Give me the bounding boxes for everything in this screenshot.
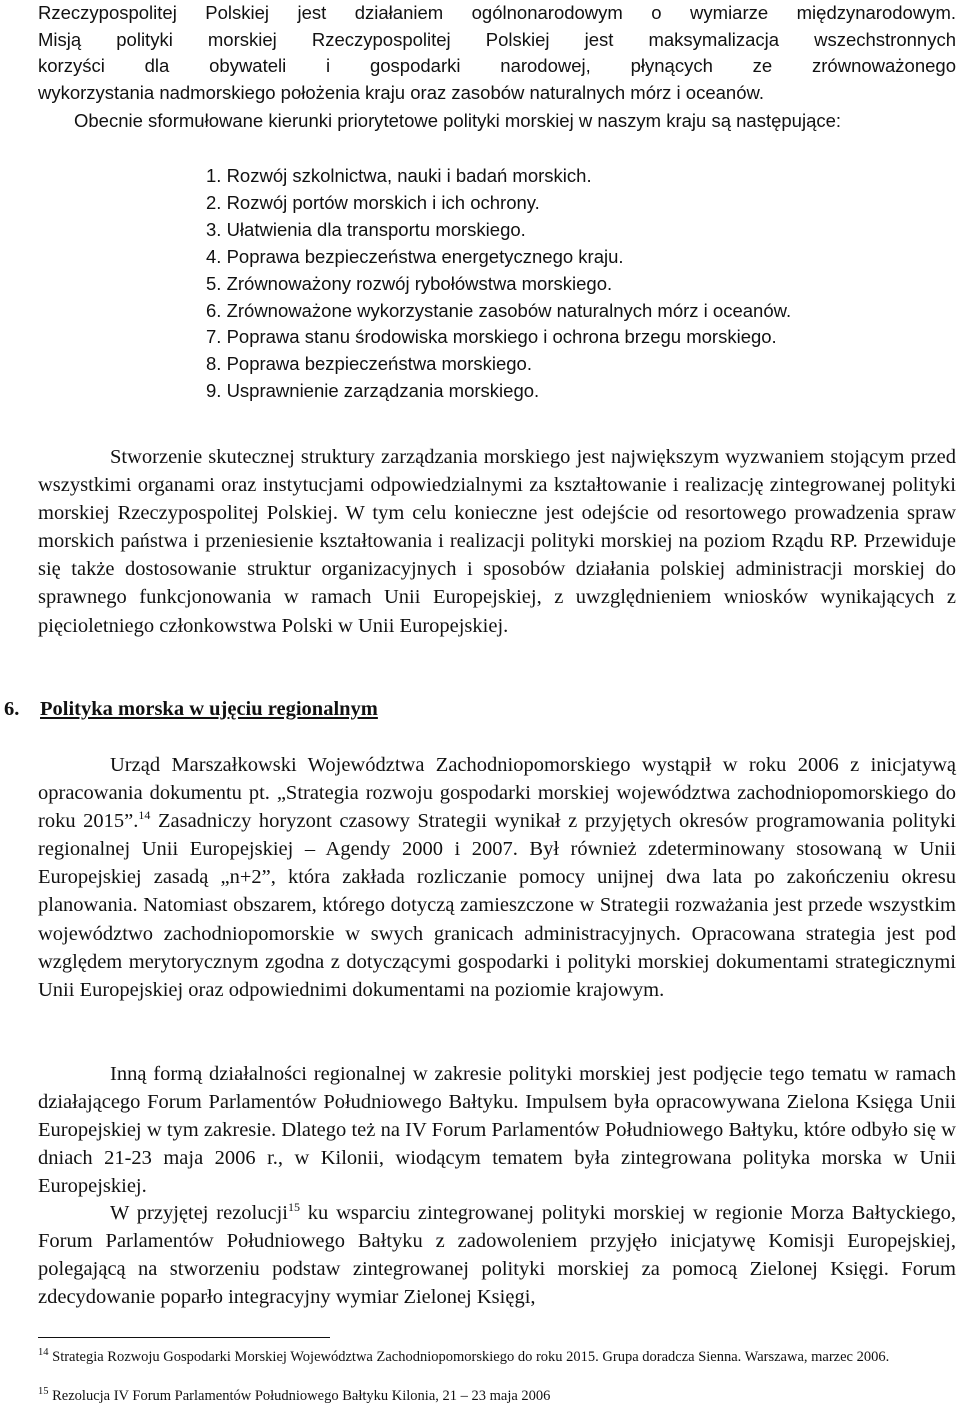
- resolution-text-2: ku wsparciu zintegrowanej polityki morskiej w regionie Morza Bałtyckiego, Forum Parlamentów Południowego Bałtyku z zadowoleniem przyjęło inicjatywę Komisji Europejskiej, polegającą na stworzeniu podstaw zintegrowanej polityki morskiej za pomocą Zielonej Księgi. Forum zdecydowanie poparło integracyjny wymiar Zielonej Księgi,: [38, 1202, 956, 1309]
- priority-item: 9. Usprawnienie zarządzania morskiego.: [206, 380, 540, 402]
- footnote-number: 15: [38, 1386, 49, 1398]
- priority-item: 4. Poprawa bezpieczeństwa energetycznego kraju.: [206, 245, 624, 267]
- priorities-list: [38, 163, 956, 405]
- section-number: 6.: [4, 698, 20, 720]
- priority-item: 8. Poprawa bezpieczeństwa morskiego.: [206, 353, 532, 375]
- priority-item: 1. Rozwój szkolnictwa, nauki i badań morskich.: [206, 165, 592, 186]
- intro-line-1: Rzeczypospolitej Polskiej jest działaniem ogólnonarodowym o wymiarze międzynarodowym.: [38, 2, 956, 23]
- regional-paragraph: [38, 751, 956, 1004]
- priority-item: 6. Zrównoważone wykorzystanie zasobów naturalnych mórz i oceanów.: [206, 299, 792, 321]
- footnote-14: [38, 1348, 956, 1366]
- footnote-15: [38, 1387, 956, 1405]
- forum-paragraph: Inną formą działalności regionalnej w zakresie polityki morskiej jest podjęcie tego tematu w ramach działającego Forum Parlamentów Południowego Bałtyku. Impulsem była opracowywana Zielona Księga Unii Europejskiej w tym zakresie. Dlatego też na IV Forum Parlamentów Południowego Bałtyku, które odbyło się w dniach 21-23 maja 2006 r., w Kilonii, wiodącym tematem była zintegrowana polityka morska w Unii Europejskiej.: [38, 1063, 956, 1198]
- priority-item: 3. Ułatwienia dla transportu morskiego.: [206, 218, 526, 240]
- footnote-text: Rezolucja IV Forum Parlamentów Południowego Bałtyku Kilonia, 21 – 23 maja 2006: [52, 1388, 551, 1404]
- footnote-ref-15[interactable]: 15: [288, 1200, 300, 1215]
- footnote-number: 14: [38, 1347, 49, 1359]
- footnote-text: Strategia Rozwoju Gospodarki Morskiej Województwa Zachodniopomorskiego do roku 2015. Grupa doradcza Sienna. Warszawa, marzec 2006.: [52, 1349, 890, 1365]
- intro-line-3: korzyści dla obywateli i gospodarki narodowej, płynących ze zrównoważonego: [38, 55, 956, 77]
- resolution-paragraph: [38, 1199, 956, 1311]
- priorities-intro: Obecnie sformułowane kierunki priorytetowe polityki morskiej w naszym kraju są następujące:: [74, 110, 842, 131]
- footnote-separator: [38, 1337, 330, 1338]
- resolution-text-1: W przyjętej rezolucji: [110, 1202, 288, 1224]
- section-heading: [4, 695, 904, 723]
- priority-item: 2. Rozwój portów morskich i ich ochrony.: [206, 191, 540, 213]
- footnote-ref-14[interactable]: 14: [138, 808, 151, 823]
- regional-text-2: Zasadniczy horyzont czasowy Strategii wynikał z przyjętych okresów programowania polityki regionalnej Unii Europejskiej – Agendy 2000 i 2007. Był również zdeterminowany stosowaną w Unii Europejskiej zasadą „n+2”, która zakłada rozliczanie pomocy unijnej dwa lata po zakończeniu okresu planowania. Natomiast obszarem, którego dotyczą zamieszczone w Strategii rozważania jest przede wszystkim województwo zachodniopomorskie w swych granicach administracyjnych. Opracowana strategia jest pod względem merytorycznym zgodna z dotyczącymi gospodarki i polityki morskiej dokumentami strategicznymi Unii Europejskiej oraz odpowiednimi dokumentami na poziomie krajowym.: [38, 810, 956, 1001]
- regional-text-1: Urząd Marszałkowski Województwa Zachodniopomorskiego wystąpił w roku 2006 z inicjatywą opracowania dokumentu pt. „Strategia rozwoju gospodarki morskiej województwa zachodniopomorskiego do roku 2015”.: [38, 754, 956, 833]
- management-paragraph: Stworzenie skutecznej struktury zarządzania morskiego jest największym wyzwaniem stojącym przed wszystkimi organami oraz instytucjami odpowiedzialnymi za kształtowanie i realizację zintegrowanej polityki morskiej Rzeczypospolitej Polskiej. W tym celu konieczne jest odejście od resortowego prowadzenia spraw morskich państwa i przeniesienie kształtowania i realizacji polityki morskiej na poziom Rządu RP. Przewiduje się także dostosowanie struktur organizacyjnych i sposobów działania polskiej administracji morskiej do sprawnego funkcjonowania w ramach Unii Europejskiej, z uwzględnieniem wniosków wynikających z pięcioletniego członkowstwa Polski w Unii Europejskiej.: [38, 446, 956, 637]
- section-title: Polityka morska w ujęciu regionalnym: [40, 698, 378, 720]
- intro-line-2: Misją polityki morskiej Rzeczypospolitej Polskiej jest maksymalizacja wszechstronnych: [38, 28, 956, 50]
- priority-item: 7. Poprawa stanu środowiska morskiego i ochrona brzegu morskiego.: [206, 326, 777, 348]
- intro-line-4: wykorzystania nadmorskiego położenia kraju oraz zasobów naturalnych mórz i oceanów.: [38, 82, 764, 104]
- priority-item: 5. Zrównoważony rozwój rybołówstwa morskiego.: [206, 272, 613, 294]
- intro-paragraph: [38, 0, 956, 107]
